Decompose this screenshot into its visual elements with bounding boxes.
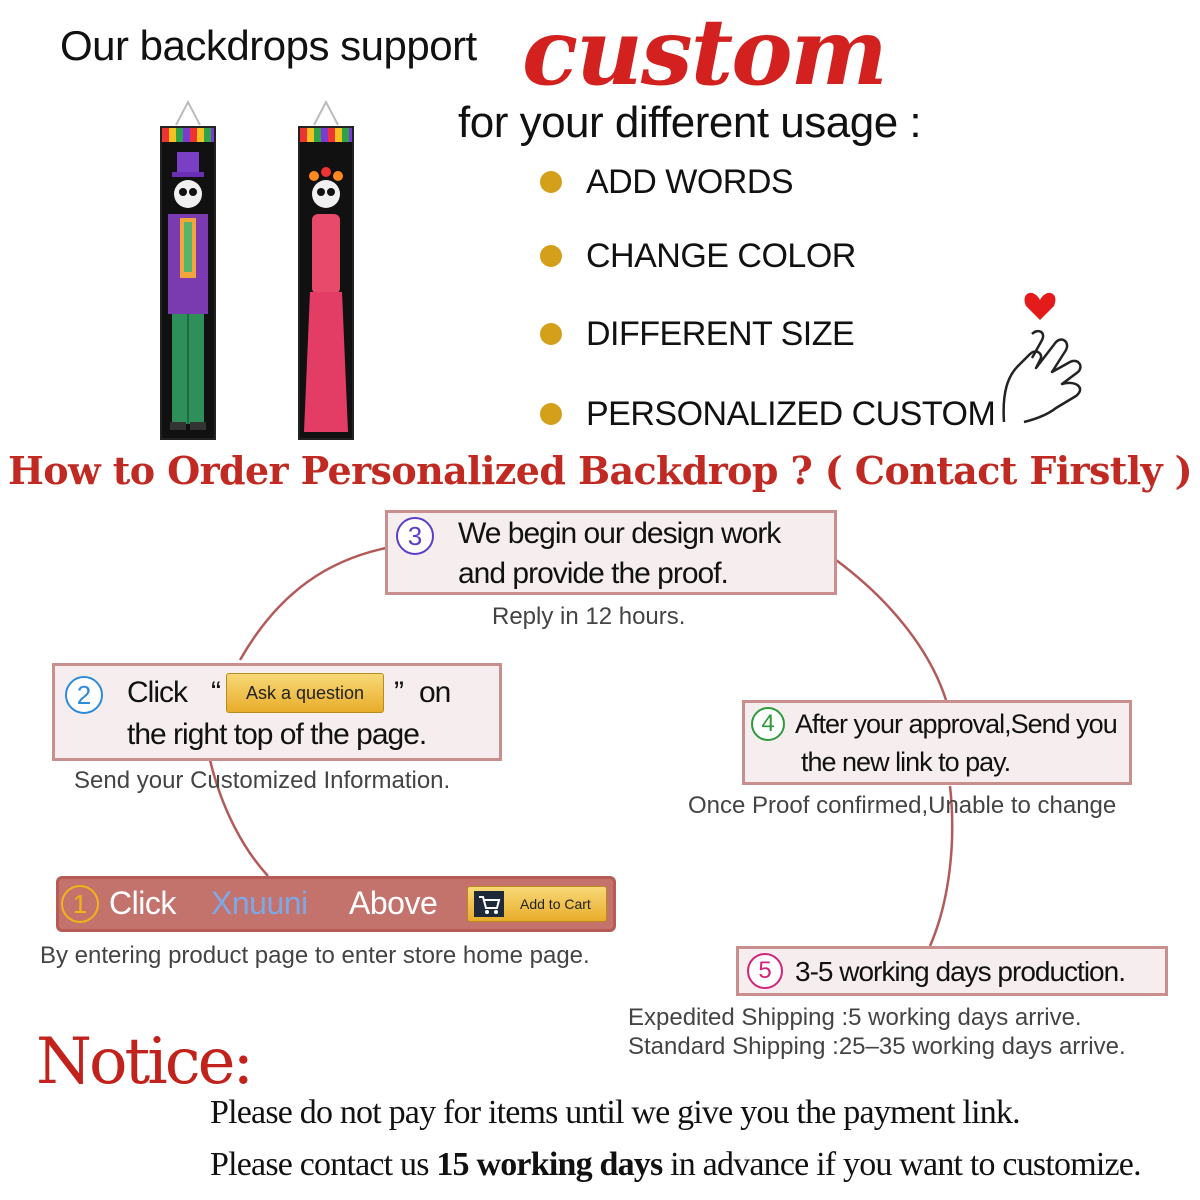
step-1-note: By entering product page to enter store home page.	[40, 942, 590, 969]
step-2-box	[52, 663, 502, 761]
close-quote: ”	[394, 676, 403, 709]
step-1-above: Above	[349, 885, 438, 921]
step-5-box	[736, 946, 1168, 996]
notice-line-2-post: in advance if you want to customize.	[662, 1146, 1141, 1183]
notice-line-2-pre: Please contact us	[210, 1146, 437, 1183]
step-3-line-2: and provide the proof.	[458, 557, 728, 590]
step-number-5: 5	[747, 953, 783, 989]
ask-question-button[interactable]: Ask a question	[226, 673, 384, 713]
step-4-box	[742, 700, 1132, 785]
step-5-line-1: 3-5 working days production.	[795, 956, 1125, 987]
store-name-link[interactable]: Xnuuni	[211, 885, 308, 921]
step-3-box	[385, 510, 837, 595]
step-2-line-2: the right top of the page.	[127, 718, 427, 751]
notice-line-1: Please do not pay for items until we give you the payment link.	[210, 1094, 1020, 1131]
step-number-2: 2	[65, 676, 103, 714]
step-1-click: Click	[109, 885, 176, 921]
add-to-cart-label: Add to Cart	[520, 896, 591, 912]
notice-line-2-bold: 15 working days	[436, 1146, 663, 1183]
step-2-click: Click	[127, 676, 187, 709]
step-4-line-1: After your approval,Send you	[795, 709, 1117, 739]
step-number-4: 4	[751, 707, 785, 741]
step-3-note: Reply in 12 hours.	[492, 603, 686, 630]
usage-text: for your different usage :	[458, 98, 922, 147]
step-2-on: on	[419, 676, 451, 709]
option-label: PERSONALIZED CUSTOM	[586, 394, 996, 433]
intro-text: Our backdrops support	[60, 22, 477, 69]
step-4-line-2: the new link to pay.	[801, 747, 1011, 777]
step-number-3: 3	[396, 517, 434, 555]
step-number-1: 1	[61, 885, 99, 923]
option-label: DIFFERENT SIZE	[586, 314, 855, 353]
step-2-note: Send your Customized Information.	[74, 767, 451, 794]
notice-line-2	[210, 1146, 1141, 1184]
open-quote: “	[211, 676, 220, 709]
step-1-box	[56, 876, 616, 932]
order-title: How to Order Personalized Backdrop ? ( Contact Firstly )	[7, 448, 1193, 493]
cart-icon	[474, 891, 504, 917]
step-4-note: Once Proof confirmed,Unable to change	[688, 792, 1117, 819]
option-label: ADD WORDS	[586, 162, 794, 201]
option-label: CHANGE COLOR	[586, 236, 856, 275]
step-5-note-2: Standard Shipping :25–35 working days arrive.	[628, 1033, 1126, 1060]
step-5-note-1: Expedited Shipping :5 working days arrive.	[628, 1004, 1082, 1031]
notice-title: Notice:	[36, 1025, 251, 1099]
step-3-line-1: We begin our design work	[458, 517, 781, 550]
custom-word: custom	[522, 0, 886, 106]
add-to-cart-button[interactable]	[467, 886, 607, 922]
